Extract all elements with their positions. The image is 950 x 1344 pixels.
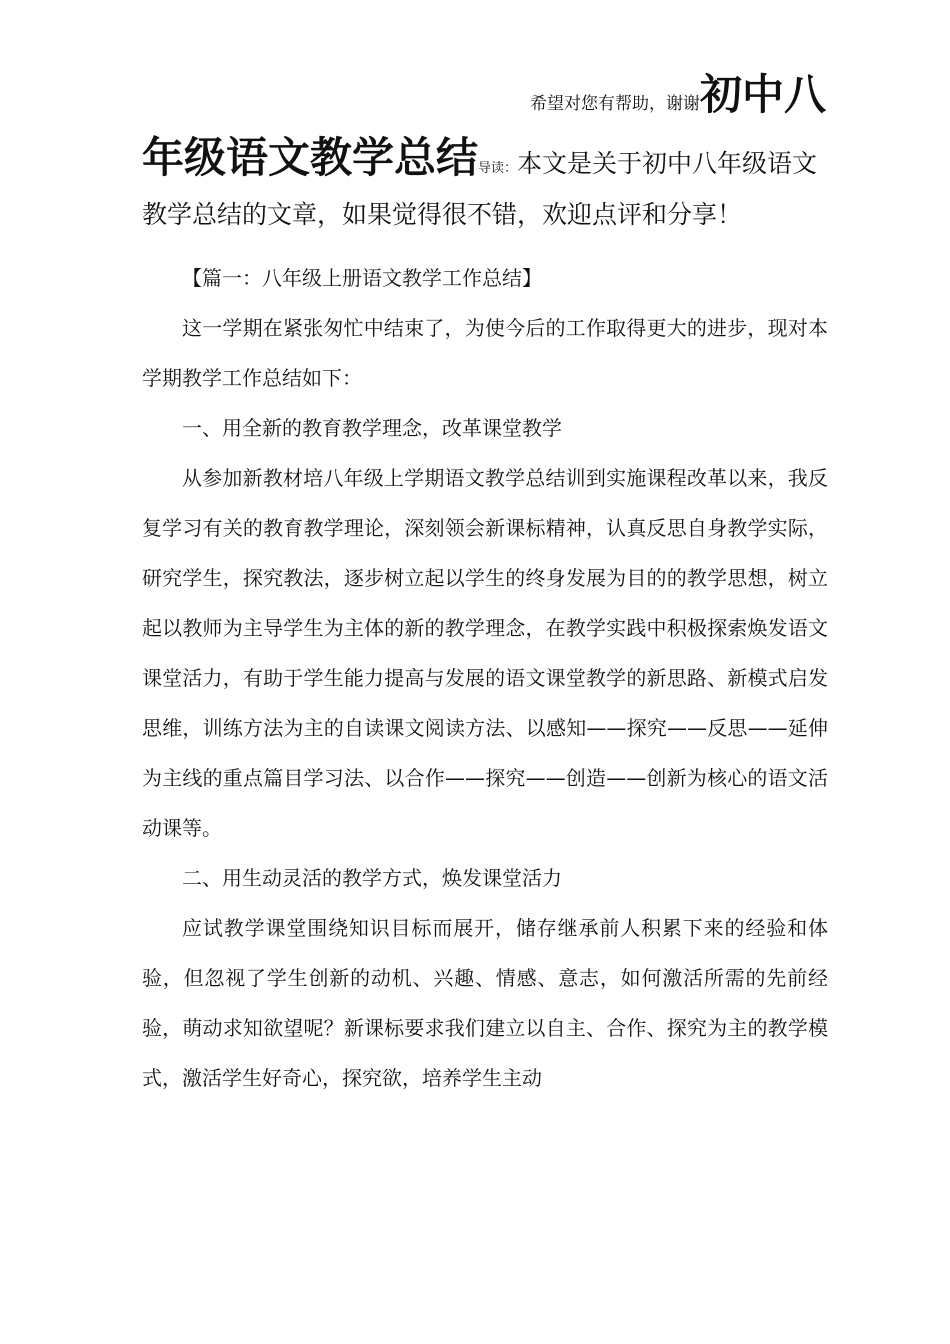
article-body bbox=[142, 253, 828, 1103]
intro-paragraph: 这一学期在紧张匆忙中结束了，为使今后的工作取得更大的进步，现对本学期教学工作总结如下： bbox=[142, 316, 828, 390]
thanks-note: 希望对您有帮助，谢谢 bbox=[529, 94, 700, 114]
title-part-1: 初中八 bbox=[699, 70, 826, 119]
section-2-paragraph: 应试教学课堂围绕知识目标而展开，储存继承前人积累下来的经验和体验，但忽视了学生创新的动机、兴趣、情感、意志，如何激活所需的先前经验，萌动求知欲望呢？新课标要求我们建立以自主、合作、探究为主的教学模式，激活学生好奇心，探究欲，培养学生主动 bbox=[142, 916, 828, 1090]
header-line bbox=[142, 62, 826, 118]
chapter-heading: 【篇一：八年级上册语文教学工作总结】 bbox=[182, 266, 542, 290]
section-2-heading: 二、用生动灵活的教学方式，焕发课堂活力 bbox=[182, 866, 562, 890]
lead-text-line-2: 教学总结的文章，如果觉得很不错，欢迎点评和分享！ bbox=[142, 200, 743, 229]
lead-text-line-1: 本文是关于初中八年级语文 bbox=[517, 149, 818, 178]
title-line bbox=[142, 125, 842, 181]
section-1-heading: 一、用全新的教育教学理念，改革课堂教学 bbox=[182, 416, 562, 440]
title-part-2: 年级语文教学总结 bbox=[142, 133, 479, 182]
lead-label: 导读： bbox=[478, 161, 518, 176]
section-1-paragraph: 从参加新教材培八年级上学期语文教学总结训到实施课程改革以来，我反复学习有关的教育教学理论，深刻领会新课标精神，认真反思自身教学实际，研究学生，探究教法，逐步树立起以学生的终身发展为目的的教学思想，树立起以教师为主导学生为主体的新的教学理念，在教学实践中积极探索焕发语文课堂活力，有助于学生能力提高与发展的语文课堂教学的新思路、新模式启发思维，训练方法为主的自读课文阅读方法、以感知——探究——反思——延伸为主线的重点篇目学习法、以合作——探究——创造——创新为核心的语文活动课等。 bbox=[142, 466, 828, 840]
